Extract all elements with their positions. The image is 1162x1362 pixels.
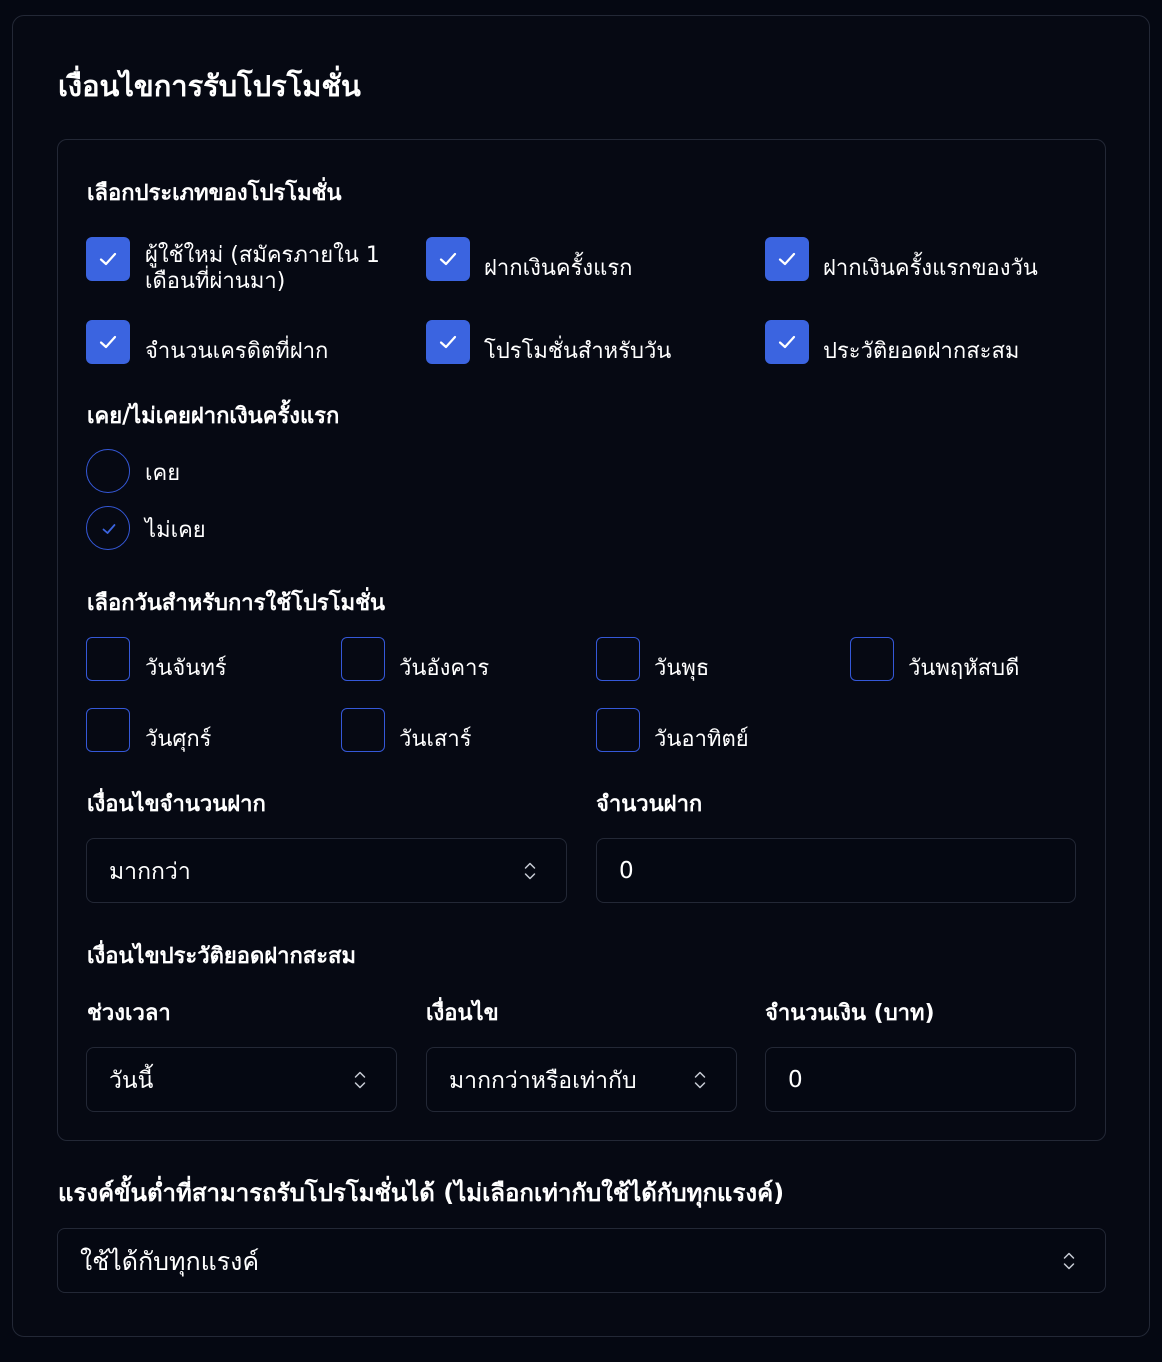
radio-has-deposited[interactable] <box>86 449 130 493</box>
checkbox-first-deposit[interactable] <box>426 237 470 281</box>
new-user-label-line2: เดือนที่ผ่านมา) <box>145 269 286 294</box>
checkbox-sunday[interactable] <box>596 708 640 752</box>
first-deposit-of-day-label: ฝากเงินครั้งแรกของวัน <box>823 256 1038 281</box>
first-deposit-radio-label: เคย/ไม่เคยฝากเงินครั้งแรก <box>87 404 340 429</box>
sunday-label: วันอาทิตย์ <box>654 727 749 752</box>
checkbox-promo-for-day[interactable] <box>426 320 470 364</box>
promo-for-day-label: โปรโมชั่นสำหรับวัน <box>484 339 672 364</box>
new-user-label-line1: ผู้ใช้ใหม่ (สมัครภายใน 1 <box>145 243 380 268</box>
history-condition-label: เงื่อนไข <box>426 1001 499 1026</box>
first-deposit-label: ฝากเงินครั้งแรก <box>484 256 633 281</box>
tuesday-label: วันอังคาร <box>399 656 490 681</box>
history-amount-label: จำนวนเงิน (บาท) <box>765 1001 935 1026</box>
radio-never-deposited[interactable] <box>86 506 130 550</box>
checkbox-tuesday[interactable] <box>341 637 385 681</box>
check-icon <box>437 248 459 270</box>
deposit-amount-field[interactable] <box>597 839 1075 902</box>
check-icon <box>776 331 798 353</box>
checkbox-deposit-history[interactable] <box>765 320 809 364</box>
deposit-amount-label: จำนวนฝาก <box>596 792 703 817</box>
rank-select[interactable] <box>57 1228 1106 1293</box>
history-period-select[interactable] <box>86 1047 397 1112</box>
chevron-up-down-icon <box>693 1069 707 1091</box>
checkbox-deposit-credit[interactable] <box>86 320 130 364</box>
saturday-label: วันเสาร์ <box>399 727 472 752</box>
deposit-condition-value: มากกว่า <box>109 859 191 885</box>
checkbox-monday[interactable] <box>86 637 130 681</box>
deposit-condition-select[interactable] <box>86 838 567 903</box>
history-amount-field[interactable] <box>766 1048 1075 1111</box>
monday-label: วันจันทร์ <box>145 656 227 681</box>
radio-has-deposited-label: เคย <box>145 461 181 486</box>
check-icon <box>97 248 119 270</box>
chevron-up-down-icon <box>523 860 537 882</box>
history-period-value: วันนี้ <box>109 1068 154 1094</box>
checkbox-thursday[interactable] <box>850 637 894 681</box>
checkbox-new-user[interactable] <box>86 237 130 281</box>
promo-type-label: เลือกประเภทของโปรโมชั่น <box>87 181 342 206</box>
thursday-label: วันพฤหัสบดี <box>908 656 1020 681</box>
history-period-label: ช่วงเวลา <box>87 1001 171 1026</box>
page-title: เงื่อนไขการรับโปรโมชั่น <box>58 69 361 103</box>
check-icon <box>97 331 119 353</box>
history-section-label: เงื่อนไขประวัติยอดฝากสะสม <box>87 944 356 969</box>
days-label: เลือกวันสำหรับการใช้โปรโมชั่น <box>87 591 386 616</box>
rank-value: ใช้ได้กับทุกแรงค์ <box>80 1247 260 1276</box>
deposit-history-label: ประวัติยอดฝากสะสม <box>823 339 1020 364</box>
deposit-amount-input[interactable] <box>596 838 1076 903</box>
checkbox-friday[interactable] <box>86 708 130 752</box>
wednesday-label: วันพุธ <box>654 656 710 681</box>
chevron-up-down-icon <box>1062 1250 1076 1272</box>
check-icon <box>776 248 798 270</box>
history-condition-value: มากกว่าหรือเท่ากับ <box>449 1068 637 1094</box>
history-condition-select[interactable] <box>426 1047 737 1112</box>
chevron-up-down-icon <box>353 1069 367 1091</box>
deposit-condition-label: เงื่อนไขจำนวนฝาก <box>87 792 266 817</box>
checkbox-wednesday[interactable] <box>596 637 640 681</box>
rank-label: แรงค์ขั้นต่ำที่สามารถรับโปรโมชั่นได้ (ไม่เลือกเท่ากับใช้ได้กับทุกแรงค์) <box>58 1179 785 1207</box>
history-amount-input[interactable] <box>765 1047 1076 1112</box>
deposit-credit-label: จำนวนเครดิตที่ฝาก <box>145 339 329 364</box>
checkbox-saturday[interactable] <box>341 708 385 752</box>
checkbox-first-deposit-of-day[interactable] <box>765 237 809 281</box>
check-icon <box>437 331 459 353</box>
check-icon <box>100 520 118 538</box>
friday-label: วันศุกร์ <box>145 727 212 752</box>
radio-never-deposited-label: ไม่เคย <box>145 518 206 543</box>
